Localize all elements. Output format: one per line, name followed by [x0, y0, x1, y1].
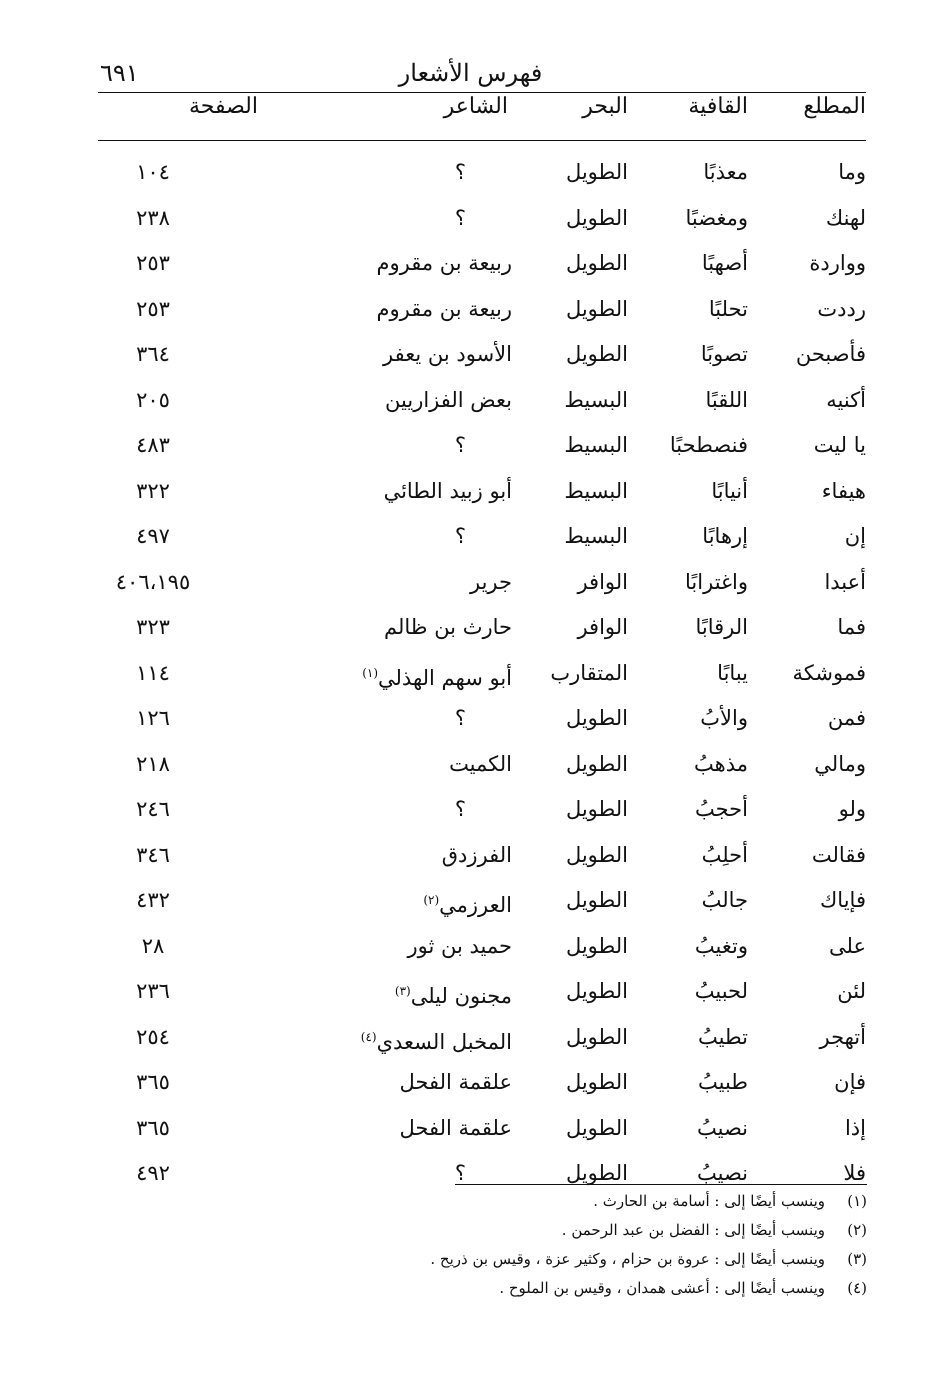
footnote-number: (٣): [847, 1250, 867, 1268]
cell-poet: العرزمي: [439, 893, 512, 917]
cell-page: ١١٤: [136, 660, 170, 685]
footnote: [347, 1187, 867, 1216]
cell-qafia: تحلبًا: [708, 296, 748, 321]
page-number: ٦٩١: [100, 59, 139, 87]
table-row: [98, 198, 866, 244]
footnote-marker: (٤): [360, 1029, 377, 1044]
footnotes: [347, 1187, 867, 1303]
cell-poet: علقمة الفحل: [399, 1115, 512, 1140]
cell-matla: فموشكة: [792, 660, 866, 685]
cell-poet: الفرزدق: [441, 842, 512, 867]
footnote-rule: [455, 1184, 867, 1185]
cell-page: ٣٦٥: [136, 1115, 170, 1140]
cell-qafia: واغترابًا: [685, 569, 748, 594]
table-row: [98, 243, 866, 289]
cell-bahr: الطويل: [565, 751, 628, 776]
cell-qafia: أحجبُ: [695, 797, 748, 821]
cell-qafia: أصهبًا: [701, 251, 748, 275]
cell-poet: بعض الفزاريين: [385, 387, 512, 412]
cell-poet: علقمة الفحل: [399, 1070, 512, 1094]
table-row: [98, 380, 866, 426]
column-header-matla: المطلع: [803, 94, 866, 119]
cell-matla: أتهجر: [819, 1024, 866, 1049]
cell-poet-wrap: [423, 880, 512, 925]
table-row: [98, 334, 866, 380]
footnote-number: (٤): [847, 1279, 867, 1297]
cell-matla: فما: [837, 615, 866, 639]
cell-matla: على: [829, 933, 866, 958]
cell-page: ٤٩٧: [136, 524, 170, 548]
cell-poet: المخبل السعدي: [376, 1029, 512, 1054]
cell-matla: هيفاء: [821, 478, 866, 503]
table-row: [98, 1108, 866, 1154]
cell-page: ٢٥٣: [136, 251, 170, 275]
cell-matla: إذا: [844, 1115, 866, 1140]
table-row: [98, 744, 866, 790]
cell-matla: إن: [844, 524, 866, 548]
cell-qafia: اللقبًا: [705, 387, 748, 412]
table-row: [98, 698, 866, 744]
cell-bahr: الطويل: [565, 979, 628, 1003]
cell-poet: ؟: [454, 433, 466, 457]
cell-page: ٤٠٦،١٩٥: [115, 569, 191, 594]
cell-qafia: مذهبُ: [694, 751, 748, 776]
cell-poet: الأسود بن يعفر: [383, 342, 512, 366]
column-header-page: الصفحة: [188, 94, 258, 119]
table-row: [98, 516, 866, 562]
cell-matla: فإن: [834, 1070, 866, 1094]
cell-qafia: إرهابًا: [702, 524, 748, 548]
cell-matla: وما: [838, 160, 866, 184]
table-row: [98, 926, 866, 972]
cell-page: ٤٩٢: [136, 1161, 170, 1185]
cell-bahr: الطويل: [565, 933, 628, 958]
cell-qafia: ومغضبًا: [685, 205, 748, 230]
footnote: [347, 1274, 867, 1303]
cell-page: ٤٣٢: [136, 888, 170, 912]
cell-poet: ربيعة بن مقروم: [376, 296, 512, 321]
cell-page: ٢٣٨: [136, 205, 170, 230]
cell-matla: لئن: [837, 979, 866, 1003]
cell-page: ٢٨: [141, 933, 165, 958]
cell-bahr: المتقارب: [550, 660, 628, 685]
cell-matla: فقالت: [811, 842, 866, 867]
cell-page: ٣٦٤: [136, 342, 170, 366]
cell-matla: ولو: [838, 797, 866, 821]
table-row: [98, 1062, 866, 1108]
cell-bahr: الوافر: [577, 569, 628, 594]
cell-qafia: نصيبُ: [696, 1115, 748, 1140]
cell-page: ٣٢٢: [136, 478, 170, 503]
cell-qafia: لحبيبُ: [694, 979, 748, 1003]
cell-qafia: معذبًا: [703, 160, 748, 184]
table-row: [98, 152, 866, 198]
table-row: [98, 653, 866, 699]
cell-matla: وواردة: [809, 251, 866, 275]
table-row: [98, 1017, 866, 1063]
table-row: [98, 880, 866, 926]
cell-matla: رددت: [817, 296, 866, 321]
cell-poet: ؟: [454, 160, 466, 184]
cell-bahr: الطويل: [565, 160, 628, 184]
footnote-marker: (٣): [394, 984, 411, 998]
cell-poet: ؟: [454, 524, 466, 548]
cell-qafia: الرقابًا: [695, 615, 748, 639]
cell-matla: فلا: [843, 1161, 866, 1185]
cell-poet: ؟: [454, 706, 466, 730]
cell-poet: الكميت: [449, 751, 512, 776]
column-header-bahr: البحر: [582, 94, 628, 119]
table-row: [98, 607, 866, 653]
footnote-text: وينسب أيضًا إلى : عروة بن حزام ، وكثير عزة ، وقيس بن ذريح .: [430, 1250, 825, 1268]
cell-matla: فأصبحن: [795, 342, 866, 366]
footnote: [347, 1216, 867, 1245]
cell-bahr: الطويل: [565, 797, 628, 821]
cell-page: ٤٨٣: [136, 433, 170, 457]
column-header-rule: [98, 140, 866, 141]
cell-bahr: الطويل: [565, 205, 628, 230]
cell-poet: ربيعة بن مقروم: [376, 251, 512, 275]
table-row: [98, 425, 866, 471]
footnote-marker: (٢): [423, 893, 440, 907]
cell-qafia: طبيبُ: [697, 1070, 748, 1094]
cell-page: ٣٤٦: [136, 842, 170, 867]
footnote: [347, 1245, 867, 1274]
cell-bahr: الطويل: [565, 1161, 628, 1185]
cell-poet-wrap: [362, 653, 512, 698]
cell-poet: ؟: [454, 1161, 466, 1185]
cell-page: ٢٥٤: [136, 1024, 170, 1049]
column-header-qafia: القافية: [688, 94, 748, 119]
footnote-number: (٢): [847, 1221, 867, 1239]
cell-qafia: أنيابًا: [711, 478, 748, 503]
cell-matla: لهنك: [825, 205, 866, 230]
table-row: [98, 289, 866, 335]
cell-poet: جرير: [470, 569, 512, 594]
footnote-marker: (١): [362, 665, 379, 680]
cell-qafia: تطيبُ: [697, 1024, 748, 1049]
cell-bahr: البسيط: [564, 433, 628, 457]
cell-page: ٢٤٦: [136, 797, 170, 821]
column-header-poet: الشاعر: [443, 94, 508, 119]
cell-page: ٢٥٣: [136, 296, 170, 321]
cell-poet: مجنون ليلى: [410, 984, 512, 1008]
cell-matla: فمن: [827, 706, 866, 730]
cell-qafia: يبابًا: [717, 660, 748, 685]
footnote-number: (١): [847, 1192, 867, 1210]
footnote-text: وينسب أيضًا إلى : الفضل بن عبد الرحمن .: [561, 1221, 825, 1239]
footnote-text: وينسب أيضًا إلى : أسامة بن الحارث .: [593, 1192, 825, 1210]
cell-matla: أكنيه: [826, 387, 866, 412]
cell-bahr: الطويل: [565, 1070, 628, 1094]
cell-page: ١٢٦: [136, 706, 170, 730]
cell-bahr: البسيط: [564, 524, 628, 548]
cell-bahr: الطويل: [565, 842, 628, 867]
cell-page: ٣٦٥: [136, 1070, 170, 1094]
cell-poet-wrap: [395, 971, 512, 1016]
cell-qafia: فنصطحبًا: [669, 433, 748, 457]
cell-bahr: الطويل: [565, 296, 628, 321]
cell-bahr: الطويل: [565, 706, 628, 730]
poetry-index-table: [98, 152, 866, 1199]
cell-poet: حارث بن ظالم: [384, 615, 512, 639]
cell-qafia: أحلِبُ: [701, 842, 748, 867]
cell-matla: ومالي: [814, 751, 866, 776]
cell-bahr: الطويل: [565, 1024, 628, 1049]
cell-qafia: تصوبًا: [700, 342, 748, 366]
cell-poet: ؟: [454, 797, 466, 821]
cell-page: ٢٣٦: [136, 979, 170, 1003]
cell-matla: أعبدا: [824, 569, 866, 594]
table-header: [98, 92, 866, 130]
cell-page: ٢٠٥: [136, 387, 170, 412]
cell-poet: ؟: [454, 205, 466, 230]
footnote-text: وينسب أيضًا إلى : أعشى همدان ، وقيس بن الملوح .: [499, 1279, 825, 1297]
cell-matla: فإياك: [820, 888, 866, 912]
table-row: [98, 971, 866, 1017]
table-row: [98, 789, 866, 835]
page-title: فهرس الأشعار: [398, 59, 543, 87]
cell-page: ٢١٨: [136, 751, 170, 776]
cell-poet: أبو زبيد الطائي: [383, 478, 512, 503]
cell-poet: حميد بن ثور: [407, 933, 512, 958]
cell-bahr: الطويل: [565, 1115, 628, 1140]
table-row: [98, 835, 866, 881]
cell-page: ٣٢٣: [136, 615, 170, 639]
cell-bahr: الطويل: [565, 888, 628, 912]
cell-poet-wrap: [361, 1017, 512, 1062]
cell-bahr: البسيط: [564, 478, 628, 503]
cell-qafia: نصيبُ: [696, 1161, 748, 1185]
cell-bahr: الطويل: [565, 251, 628, 275]
cell-qafia: جالبُ: [701, 888, 748, 912]
cell-qafia: وتغيبُ: [694, 933, 748, 958]
table-row: [98, 471, 866, 517]
cell-qafia: والأبُ: [700, 706, 748, 730]
cell-bahr: الطويل: [565, 342, 628, 366]
cell-matla: يا ليت: [813, 433, 866, 457]
cell-page: ١٠٤: [136, 160, 170, 184]
cell-bahr: البسيط: [564, 387, 628, 412]
table-row: [98, 562, 866, 608]
cell-poet: أبو سهم الهذلي: [378, 665, 512, 690]
cell-bahr: الوافر: [577, 615, 628, 639]
